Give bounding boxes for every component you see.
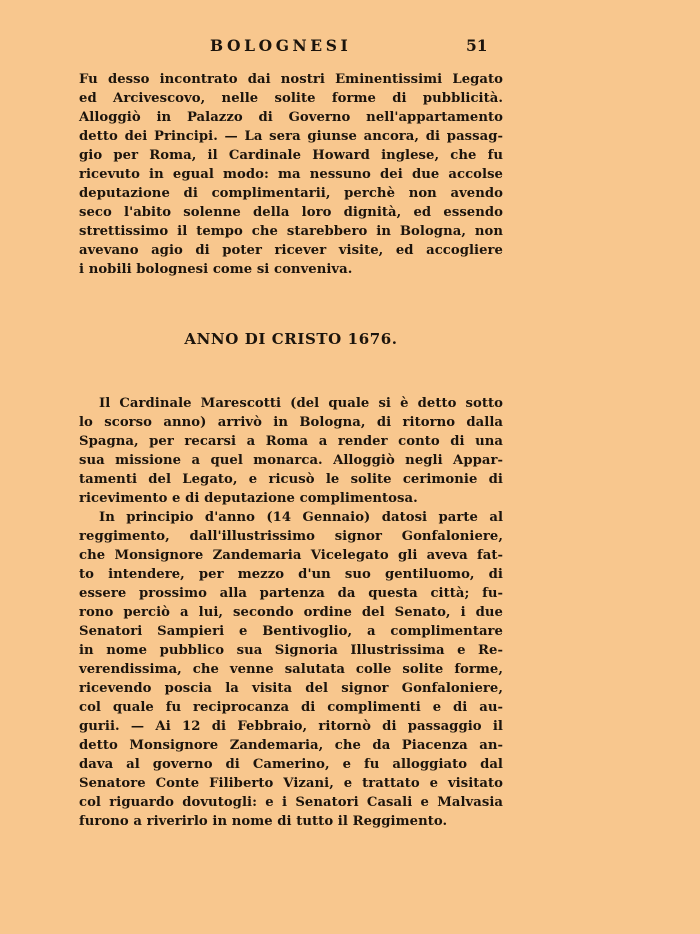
- text-line: detto dei Principi. — La sera giunse ancora, di passag-: [79, 129, 503, 144]
- text-line: ed Arcivescovo, nelle solite forme di pubblicità.: [79, 91, 503, 106]
- text-line: che Monsignore Zandemaria Vicelegato gli aveva fat-: [79, 548, 503, 563]
- text-line: Il Cardinale Marescotti (del quale si è detto sotto: [99, 396, 503, 411]
- text-line: In principio d'anno (14 Gennaio) datosi parte al: [99, 510, 503, 525]
- text-line: gurii. — Ai 12 di Febbraio, ritornò di passaggio il: [79, 719, 503, 734]
- text-line: lo scorso anno) arrivò in Bologna, di ritorno dalla: [79, 415, 503, 430]
- text-line: ricevendo poscia la visita del signor Gonfaloniere,: [79, 681, 503, 696]
- paragraph-zandemaria: [79, 508, 503, 831]
- section-title: ANNO DI CRISTO 1676.: [184, 330, 398, 348]
- text-line: ricevuto in egual modo: ma nessuno dei due accolse: [79, 167, 503, 182]
- text-line: rono perciò a lui, secondo ordine del Senato, i due: [79, 605, 503, 620]
- text-line: detto Monsignore Zandemaria, che da Piacenza an-: [79, 738, 503, 753]
- text-line: seco l'abito solenne della loro dignità, ed essendo: [79, 205, 503, 220]
- paragraph-marescotti: [79, 394, 503, 508]
- page-number: 51: [466, 36, 488, 55]
- intro-paragraph: [79, 70, 503, 279]
- text-line: dava al governo di Camerino, e fu alloggiato dal: [79, 757, 503, 772]
- text-line: essere prossimo alla partenza da questa città; fu-: [79, 586, 503, 601]
- text-line: to intendere, per mezzo d'un suo gentiluomo, di: [79, 567, 503, 582]
- text-line: gio per Roma, il Cardinale Howard inglese, che fu: [79, 148, 503, 163]
- running-head: [0, 36, 700, 58]
- text-line: Alloggiò in Palazzo di Governo nell'appartamento: [79, 110, 503, 125]
- text-line: in nome pubblico sua Signoria Illustrissima e Re-: [79, 643, 503, 658]
- text-line: col quale fu reciprocanza di complimenti e di au-: [79, 700, 503, 715]
- running-title: BOLOGNESI: [210, 36, 352, 55]
- text-line: furono a riverirlo in nome di tutto il Reggimento.: [79, 814, 448, 829]
- text-line: reggimento, dall'illustrissimo signor Gonfaloniere,: [79, 529, 503, 544]
- text-line: deputazione di complimentarii, perchè non avendo: [79, 186, 503, 201]
- text-line: sua missione a quel monarca. Alloggiò negli Appar-: [79, 453, 503, 468]
- text-line: tamenti del Legato, e ricusò le solite cerimonie di: [79, 472, 503, 487]
- text-line: Senatori Sampieri e Bentivoglio, a complimentare: [79, 624, 503, 639]
- text-line: i nobili bolognesi come si conveniva.: [79, 262, 353, 277]
- text-line: avevano agio di poter ricever visite, ed accogliere: [79, 243, 503, 258]
- text-line: Spagna, per recarsi a Roma a render conto di una: [79, 434, 503, 449]
- text-line: strettissimo il tempo che starebbero in Bologna, non: [79, 224, 503, 239]
- text-line: col riguardo dovutogli: e i Senatori Casali e Malvasia: [79, 795, 503, 810]
- text-line: Fu desso incontrato dai nostri Eminentissimi Legato: [79, 72, 503, 87]
- text-line: Senatore Conte Filiberto Vizani, e trattato e visitato: [79, 776, 503, 791]
- text-line: verendissima, che venne salutata colle solite forme,: [79, 662, 503, 677]
- text-line: ricevimento e di deputazione complimentosa.: [79, 491, 418, 506]
